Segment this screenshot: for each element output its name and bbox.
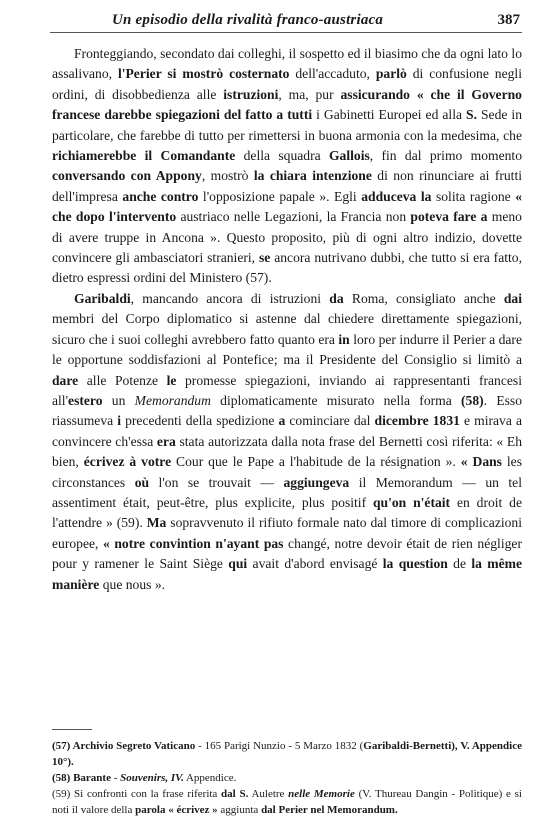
running-title: Un episodio della rivalità franco-austriaca	[112, 12, 384, 28]
text-run	[410, 87, 417, 102]
text-run: « notre convintion n'ayant pas	[103, 535, 284, 551]
text-run: membri del Corpo diplomatico si astenne dal chiedere direttamente spiegazioni, sicuro che i suoi colleghi avrebbero fatto quanto era	[52, 311, 522, 347]
text-run: Auletre	[248, 788, 289, 800]
text-run: Appendice.	[183, 772, 237, 784]
text-run: dal Perier nel Memorandum.	[261, 804, 398, 816]
text-run: la chiara intenzione	[253, 168, 372, 184]
footnote-58	[52, 770, 522, 786]
text-run: la	[420, 188, 432, 204]
text-run: (58)	[461, 392, 484, 408]
text-run: Fronteggiando, secondato dai colleghi, il sospetto ed il biasimo che da ogni lato lo assalivano,	[52, 46, 522, 82]
footnote-59	[52, 786, 522, 818]
paragraph-2	[52, 289, 522, 595]
text-run: , ma, pur	[278, 86, 341, 102]
text-run: parola « écrivez »	[135, 804, 218, 816]
text-run: l'on se trouvait —	[149, 474, 284, 490]
text-run: aggiungeva	[283, 474, 350, 490]
text-run: changé, notre devoir était de rien négliger pour y ramener le Saint Siège	[52, 535, 522, 572]
text-run: où	[134, 474, 150, 490]
text-run: conversando con Appony	[52, 168, 202, 184]
text-run: le	[166, 372, 177, 388]
text-run: da	[329, 290, 344, 306]
text-run: Garibaldi-Bernetti), V. Appendice 10°).	[52, 740, 522, 768]
text-run: sopravvenuto il rifiuto formale nato dal timore di complicazioni europee,	[52, 515, 522, 551]
text-run: , mostrò	[201, 168, 254, 184]
text-run: (58) Barante	[52, 772, 111, 784]
text-run: l'opposizione papale ». Egli	[198, 188, 362, 204]
text-run: cominciare dal	[285, 413, 375, 429]
text-run: promesse spiegazioni, inviando ai rappresentanti francesi all'	[52, 372, 522, 408]
text-run: assicurando	[340, 86, 410, 102]
text-run: (V. Thureau Dangin - Politique) e si noti il valore della	[52, 788, 522, 816]
text-run: di non rinunciare ai frutti dell'impresa	[52, 168, 523, 204]
page-number: 387	[497, 12, 520, 28]
text-run: nelle Memorie	[288, 788, 355, 800]
text-run: . Esso riassumeva	[52, 392, 523, 429]
text-run: « che dopo l'intervento	[52, 188, 523, 225]
text-run: di confusione negli ordini, di disobbedienza alle	[52, 66, 522, 102]
text-run: solita ragione	[431, 188, 516, 204]
text-run: , fin dal primo momento	[369, 148, 522, 164]
text-run: i Gabinetti Europei ed alla	[312, 107, 467, 123]
text-run: stata autorizzata dalla nota frase del Bernetti così riferita: « Eh bien,	[52, 433, 522, 470]
text-run: « Dans	[460, 454, 502, 470]
text-run: i	[117, 413, 122, 429]
text-run: a	[278, 413, 286, 429]
text-run: dare	[52, 372, 79, 388]
text-run: in	[338, 331, 350, 347]
text-run: la question	[382, 556, 448, 572]
text-run: « che il Governo francese darebbe spiegazioni del fatto a tutti	[52, 86, 522, 123]
text-run: (59) Si confronti con la frase riferita	[52, 788, 222, 800]
text-run: Roma, consigliato anche	[343, 290, 504, 306]
text-run: loro per indurre il Perier a dare le opportune soddisfazioni al Pontefice; ma il Presidente del Consiglio si limitò a	[52, 331, 522, 368]
text-run: avait d'abord envisagé	[247, 556, 383, 572]
text-run: diplomaticamente misurato nella forma	[210, 392, 462, 408]
text-run: meno di avere truppe in Ancona ». Questo proposito, più di ogni altro indizio, dovette convincere gli ambasciatori stranieri,	[52, 209, 522, 266]
text-run: Gallois	[328, 148, 370, 164]
text-run: adduceva	[361, 188, 417, 204]
text-run: Garibaldi	[74, 290, 131, 306]
text-run: e mirava a convincere ch'essa	[52, 413, 522, 449]
text-run: Souvenirs, IV.	[120, 772, 184, 784]
text-run: della squadra	[235, 148, 329, 164]
running-header	[50, 12, 520, 30]
text-run: écrivez à votre	[83, 454, 172, 470]
text-run: qu'on n'était	[372, 494, 451, 510]
text-run: un	[102, 392, 135, 408]
text-run: dal S.	[221, 788, 249, 800]
footnote-rule	[52, 729, 92, 730]
text-run: anche contro	[122, 188, 199, 204]
text-run: estero	[68, 392, 103, 408]
text-run: era	[156, 433, 176, 449]
text-run: de	[447, 556, 472, 572]
text-run: richiamerebbe il Comandante	[52, 148, 236, 164]
text-run: dicembre 1831	[374, 413, 460, 429]
text-run: Memorandum	[134, 392, 211, 408]
text-run: - 165 Parigi Nunzio - 5 Marzo 1832 (	[195, 740, 364, 752]
text-run: dai	[503, 290, 522, 306]
text-run: se	[258, 250, 271, 266]
text-run: austriaco nelle Legazioni, la Francia non	[176, 209, 411, 225]
text-run: -	[110, 772, 121, 784]
text-run: Ma	[146, 515, 167, 531]
paragraph-1	[52, 44, 522, 289]
text-run: poteva fare a	[410, 209, 488, 225]
text-run: istruzioni	[223, 86, 279, 102]
text-run: Cour que le Pape a l'habitude de la résignation ».	[171, 454, 461, 470]
footnote-57	[52, 738, 522, 770]
text-run: aggiunta	[217, 804, 262, 816]
header-rule	[50, 32, 522, 33]
text-run: en droit de l'attendre » (59).	[52, 494, 523, 531]
text-run: (57) Archivio Segreto Vaticano	[52, 740, 196, 752]
text-run: il Memorandum — un tel assentiment était, peut-être, plus explicite, plus positif	[52, 474, 522, 510]
text-run: qui	[228, 556, 248, 572]
text-run: parlò	[375, 66, 407, 82]
footnotes	[52, 738, 522, 818]
text-run: S.	[466, 107, 477, 123]
text-run: , mancando ancora di istruzioni	[130, 290, 330, 306]
text-run: ancora nutrivano dubbi, che tutto si era fatto, dietro espressi ordini del Ministero (57).	[52, 250, 522, 286]
text-run: alle Potenze	[78, 372, 167, 388]
text-run: les circonstances	[52, 454, 523, 490]
text-run: que nous ».	[99, 576, 166, 592]
text-run: precedenti della spedizione	[121, 413, 279, 429]
text-run: Sede in particolare, che farebbe di tutto per rimettersi in buona armonia con la medesima, che	[52, 107, 522, 143]
text-run: dell'accaduto,	[289, 66, 376, 82]
body-text	[52, 44, 522, 595]
text-run: la même manière	[52, 556, 522, 592]
text-run: l'Perier si mostrò costernato	[117, 66, 290, 82]
